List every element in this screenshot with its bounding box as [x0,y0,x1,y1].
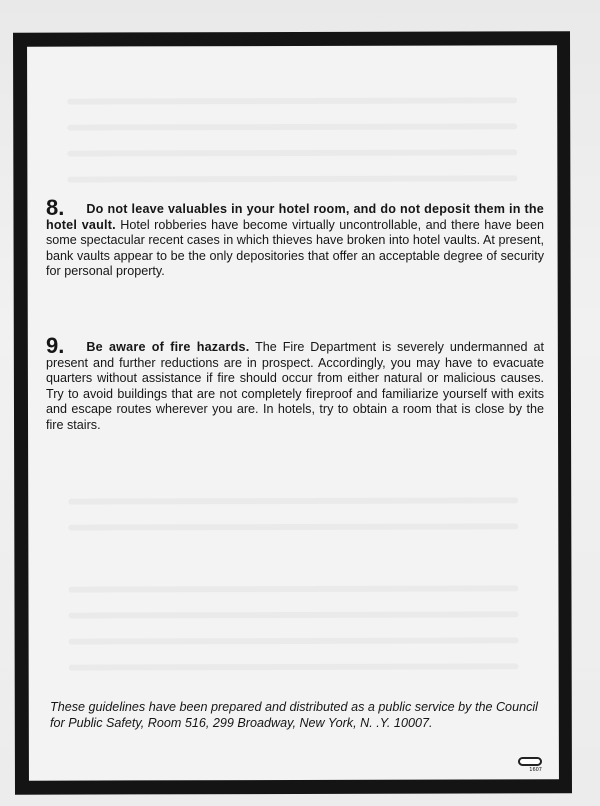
show-through-line [67,123,517,130]
guideline-item-8 [46,195,544,280]
show-through-line [69,611,519,618]
footer-note: These guidelines have been prepared and distributed as a public service by the Council for Public Safety, Room 516, 299 Broadway, New York, N. .Y. 10007. [50,700,538,730]
item-number: 8. [46,195,65,220]
union-mark [518,757,542,779]
show-through-line [68,523,518,530]
union-bug-icon [518,757,542,766]
show-through-line [67,149,517,156]
show-through-line [67,175,517,182]
guideline-item-9 [46,333,544,434]
item-heading: Do not leave valuables in your hotel room, and do not deposit them in the hotel vault. [46,202,544,232]
show-through-line [69,663,519,670]
item-number: 9. [46,333,65,358]
show-through-line [69,637,519,644]
item-body: Hotel robberies have become virtually uncontrollable, and there have been some spectacular recent cases in which thieves have broken into hotel vaults. At present, bank vaults appear to be the only depositories that offer an acceptable degree of security for personal property. [46,217,544,279]
item-heading: Be aware of fire hazards. [86,340,250,354]
show-through-line [68,585,518,592]
show-through-line [67,97,517,104]
show-through-line [68,497,518,504]
item-body: The Fire Department is severely undermanned at present and further reductions are in prospect. Accordingly, you may have to evacuate quarters without assistance if fire should occur from either natural or malicious causes. Try to avoid buildings that are not completely fireproof and familiarize yourself with exits and escape routes wherever you are. In hotels, try to obtain a room that is close by the fire stairs. [46,340,544,432]
union-mark-code: 1607 [529,767,542,773]
